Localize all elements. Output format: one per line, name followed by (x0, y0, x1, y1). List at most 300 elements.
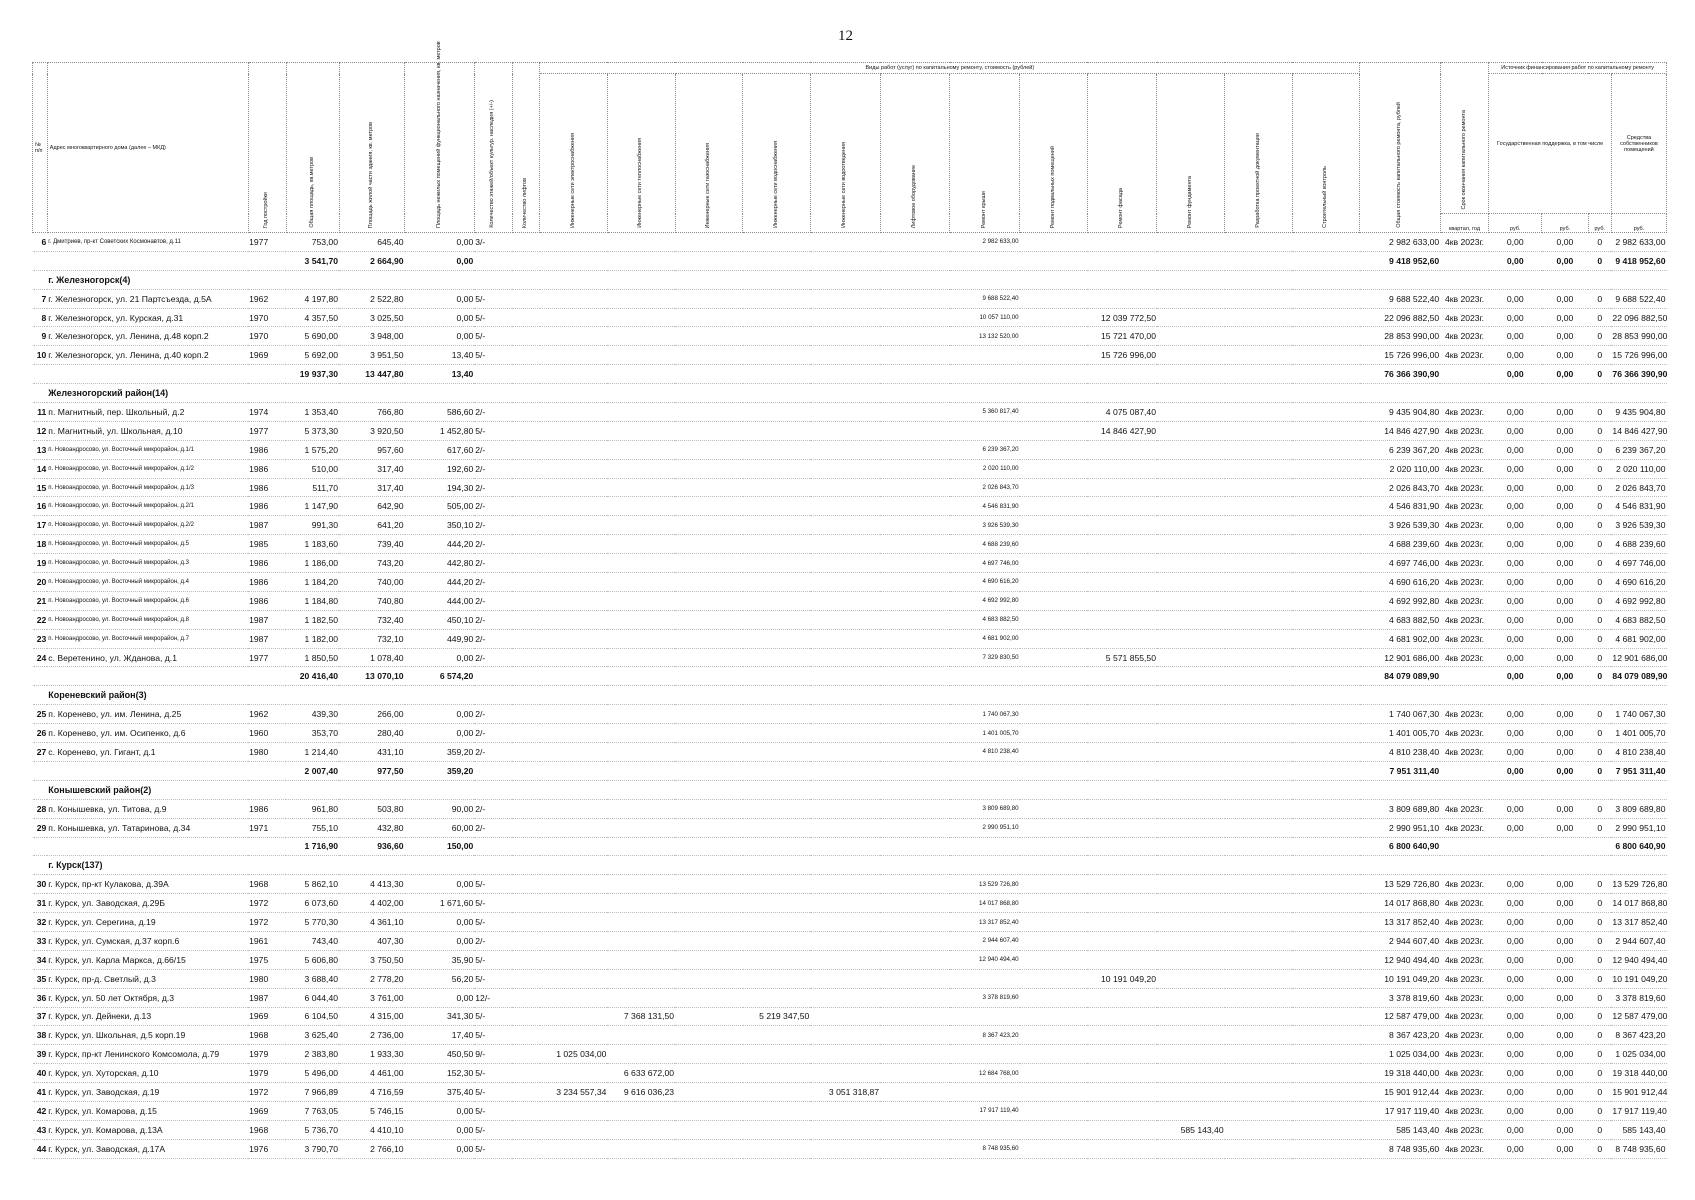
row-work-sewer (810, 913, 880, 932)
row-work-roof: 13 529 726,80 (950, 875, 1020, 894)
cell-empty (880, 667, 950, 686)
row-fund: 0,00 (1489, 440, 1542, 459)
row-address: п. Новоандросово, ул. Восточный микрорайон, д.8 (47, 610, 248, 629)
row-work-facade (1087, 440, 1157, 459)
row-nonres-area: 375,40 (405, 1083, 475, 1102)
row-work-supervision (1292, 346, 1360, 365)
row-work-facade: 12 039 772,50 (1087, 308, 1157, 327)
row-work-basement (1020, 950, 1088, 969)
row-year: 1977 (248, 233, 286, 252)
row-fund: 0,00 (1489, 346, 1542, 365)
cell-empty (810, 667, 880, 686)
row-fund: 0,00 (1489, 894, 1542, 913)
row-work-basement (1020, 1007, 1088, 1026)
row-address: г. Курск, ул. Заводская, д.17А (47, 1139, 248, 1158)
row-work-supervision (1292, 478, 1360, 497)
row-work-sewer (810, 440, 880, 459)
row-work-gas (675, 516, 743, 535)
row-municipal: 0 (1588, 1045, 1611, 1064)
row-municipal: 0 (1588, 478, 1611, 497)
cell-empty (880, 365, 950, 384)
row-floors: 3/- (474, 233, 512, 252)
row-number: 22 (33, 610, 48, 629)
row-work-supervision (1292, 648, 1360, 667)
row-work-elec (540, 799, 608, 818)
row-address: г. Железногорск, ул. Курская, д.31 (47, 308, 248, 327)
row-work-water (743, 894, 811, 913)
row-nonres-area: 1 452,80 (405, 421, 475, 440)
row-municipal: 0 (1588, 516, 1611, 535)
cell-empty (1225, 761, 1293, 780)
row-regional: 0,00 (1542, 289, 1589, 308)
row-lifts (512, 931, 539, 950)
row-owners: 14 846 427,90 (1611, 421, 1666, 440)
table-row (33, 535, 1667, 554)
row-work-elec (540, 573, 608, 592)
row-regional: 0,00 (1542, 724, 1589, 743)
subtotal-total-cost: 84 079 089,90 (1360, 667, 1440, 686)
row-living-area: 2 736,00 (339, 1026, 405, 1045)
row-period: 4кв 2023г. (1440, 1045, 1489, 1064)
row-fund: 0,00 (1489, 705, 1542, 724)
row-nonres-area: 17,40 (405, 1026, 475, 1045)
cell-empty (810, 365, 880, 384)
row-total-area: 961,80 (286, 799, 339, 818)
subtotal-total-area: 19 937,30 (286, 365, 339, 384)
row-work-supervision (1292, 629, 1360, 648)
header-lifts: Количество лифтов (512, 63, 539, 233)
row-fund: 0,00 (1489, 799, 1542, 818)
row-work-elec (540, 289, 608, 308)
row-regional: 0,00 (1542, 950, 1589, 969)
row-nonres-area: 0,00 (405, 1120, 475, 1139)
row-work-basement (1020, 1045, 1088, 1064)
row-year: 1975 (248, 950, 286, 969)
row-regional: 0,00 (1542, 459, 1589, 478)
row-floors: 5/- (474, 346, 512, 365)
row-work-facade (1087, 573, 1157, 592)
row-address: г. Курск, ул. Серегина, д.19 (47, 913, 248, 932)
row-work-design (1225, 724, 1293, 743)
cell-empty (1087, 365, 1157, 384)
row-owners: 13 317 852,40 (1611, 913, 1666, 932)
row-year: 1980 (248, 743, 286, 762)
row-floors: 2/- (474, 743, 512, 762)
row-work-lift (880, 913, 950, 932)
table-row (33, 591, 1667, 610)
row-work-supervision (1292, 1026, 1360, 1045)
cell-empty (675, 837, 743, 856)
row-regional: 0,00 (1542, 1045, 1589, 1064)
row-work-roof: 4 683 882,50 (950, 610, 1020, 629)
row-number: 16 (33, 497, 48, 516)
row-work-roof: 2 982 633,00 (950, 233, 1020, 252)
row-work-lift (880, 950, 950, 969)
subtotal-fund: 0,00 (1489, 761, 1542, 780)
row-address: с. Коренево, ул. Гигант, д.1 (47, 743, 248, 762)
cell-empty (950, 251, 1020, 270)
row-floors: 2/- (474, 554, 512, 573)
row-work-basement (1020, 403, 1088, 422)
row-work-design (1225, 535, 1293, 554)
row-work-roof: 4 810 238,40 (950, 743, 1020, 762)
row-work-basement (1020, 875, 1088, 894)
row-work-roof (950, 1045, 1020, 1064)
row-nonres-area: 1 671,60 (405, 894, 475, 913)
row-work-foundation (1157, 818, 1225, 837)
row-work-basement (1020, 1120, 1088, 1139)
row-fund: 0,00 (1489, 573, 1542, 592)
row-work-facade: 5 571 855,50 (1087, 648, 1157, 667)
row-municipal: 0 (1588, 535, 1611, 554)
row-municipal: 0 (1588, 648, 1611, 667)
row-work-roof: 4 697 746,00 (950, 554, 1020, 573)
row-period: 4кв 2023г. (1440, 497, 1489, 516)
row-number: 29 (33, 818, 48, 837)
row-work-elec (540, 308, 608, 327)
header-regional: руб. (1542, 214, 1589, 233)
row-total-cost: 4 688 239,60 (1360, 535, 1440, 554)
row-work-water (743, 233, 811, 252)
row-year: 1986 (248, 554, 286, 573)
row-work-basement (1020, 516, 1088, 535)
group-spacer (33, 780, 48, 799)
row-work-heat (607, 478, 675, 497)
subtotal-row (33, 667, 1667, 686)
row-period: 4кв 2023г. (1440, 478, 1489, 497)
row-work-supervision (1292, 403, 1360, 422)
group-label: г. Железногорск(4) (47, 270, 1666, 289)
row-number: 27 (33, 743, 48, 762)
subtotal-regional: 0,00 (1542, 761, 1589, 780)
row-number: 38 (33, 1026, 48, 1045)
row-municipal: 0 (1588, 894, 1611, 913)
row-owners: 4 692 992,80 (1611, 591, 1666, 610)
row-owners: 22 096 882,50 (1611, 308, 1666, 327)
row-work-heat (607, 1026, 675, 1045)
cell-empty (540, 837, 608, 856)
row-address: г. Курск, пр-д. Светлый, д.3 (47, 969, 248, 988)
row-work-water (743, 1064, 811, 1083)
row-work-heat (607, 610, 675, 629)
row-year: 1987 (248, 516, 286, 535)
row-work-foundation (1157, 1139, 1225, 1158)
row-work-lift (880, 233, 950, 252)
cell-empty (1157, 837, 1225, 856)
row-work-roof: 9 688 522,40 (950, 289, 1020, 308)
cell-empty (1225, 667, 1293, 686)
cell-empty (607, 761, 675, 780)
cell-empty (248, 837, 286, 856)
row-number: 41 (33, 1083, 48, 1102)
row-work-elec (540, 478, 608, 497)
row-period: 4кв 2023г. (1440, 403, 1489, 422)
row-work-foundation (1157, 289, 1225, 308)
row-regional: 0,00 (1542, 705, 1589, 724)
subtotal-municipal: 0 (1588, 761, 1611, 780)
table-row (33, 1083, 1667, 1102)
row-year: 1971 (248, 818, 286, 837)
cell-empty (540, 365, 608, 384)
row-work-roof: 3 809 689,80 (950, 799, 1020, 818)
row-work-heat (607, 403, 675, 422)
row-work-elec (540, 705, 608, 724)
row-work-elec (540, 459, 608, 478)
row-work-lift (880, 1007, 950, 1026)
row-total-area: 4 357,50 (286, 308, 339, 327)
row-work-roof (950, 1120, 1020, 1139)
row-total-area: 510,00 (286, 459, 339, 478)
row-municipal: 0 (1588, 591, 1611, 610)
table-row (33, 743, 1667, 762)
row-work-heat (607, 969, 675, 988)
row-lifts (512, 478, 539, 497)
row-work-facade (1087, 554, 1157, 573)
row-work-heat (607, 421, 675, 440)
row-floors: 9/- (474, 1045, 512, 1064)
header-living-area: Площадь жилой части здания, кв. метров (339, 63, 405, 233)
row-floors: 5/- (474, 913, 512, 932)
row-work-water (743, 573, 811, 592)
row-regional: 0,00 (1542, 648, 1589, 667)
row-lifts (512, 724, 539, 743)
row-living-area: 766,80 (339, 403, 405, 422)
row-work-roof: 10 057 110,00 (950, 308, 1020, 327)
row-work-elec (540, 894, 608, 913)
row-work-heat (607, 913, 675, 932)
row-number: 31 (33, 894, 48, 913)
row-work-water (743, 1026, 811, 1045)
table-row (33, 346, 1667, 365)
row-work-basement (1020, 554, 1088, 573)
row-municipal: 0 (1588, 1120, 1611, 1139)
row-work-heat (607, 648, 675, 667)
subtotal-nonres-area: 13,40 (405, 365, 475, 384)
row-total-cost: 2 026 843,70 (1360, 478, 1440, 497)
row-number: 10 (33, 346, 48, 365)
row-work-gas (675, 573, 743, 592)
row-work-supervision (1292, 554, 1360, 573)
row-regional: 0,00 (1542, 988, 1589, 1007)
row-work-gas (675, 648, 743, 667)
row-work-elec (540, 535, 608, 554)
row-work-roof: 5 360 817,40 (950, 403, 1020, 422)
row-work-water (743, 610, 811, 629)
row-work-water (743, 1101, 811, 1120)
row-work-foundation (1157, 1026, 1225, 1045)
row-living-area: 3 750,50 (339, 950, 405, 969)
cell-empty (607, 365, 675, 384)
row-work-supervision (1292, 875, 1360, 894)
cell-empty (47, 837, 248, 856)
row-period: 4кв 2023г. (1440, 1120, 1489, 1139)
row-lifts (512, 1139, 539, 1158)
row-work-water (743, 308, 811, 327)
row-work-sewer (810, 289, 880, 308)
row-floors: 5/- (474, 327, 512, 346)
row-work-roof (950, 969, 1020, 988)
subtotal-living-area: 13 070,10 (339, 667, 405, 686)
row-work-foundation (1157, 1101, 1225, 1120)
row-municipal: 0 (1588, 459, 1611, 478)
row-work-facade (1087, 705, 1157, 724)
row-work-gas (675, 931, 743, 950)
table-row (33, 421, 1667, 440)
row-work-foundation (1157, 743, 1225, 762)
row-year: 1970 (248, 327, 286, 346)
row-work-facade (1087, 950, 1157, 969)
row-living-area: 739,40 (339, 535, 405, 554)
row-work-foundation (1157, 440, 1225, 459)
row-work-lift (880, 289, 950, 308)
row-work-roof: 4 688 239,60 (950, 535, 1020, 554)
row-year: 1972 (248, 913, 286, 932)
row-total-area: 2 383,80 (286, 1045, 339, 1064)
row-fund: 0,00 (1489, 403, 1542, 422)
row-work-facade (1087, 1045, 1157, 1064)
subtotal-row (33, 761, 1667, 780)
subtotal-owners: 9 418 952,60 (1611, 251, 1666, 270)
row-nonres-area: 442,80 (405, 554, 475, 573)
cell-empty (1020, 251, 1088, 270)
row-work-foundation (1157, 308, 1225, 327)
cell-empty (474, 365, 512, 384)
row-work-heat (607, 629, 675, 648)
row-work-roof: 8 367 423,20 (950, 1026, 1020, 1045)
row-work-elec (540, 610, 608, 629)
row-work-heat (607, 516, 675, 535)
row-work-facade (1087, 1139, 1157, 1158)
table-row (33, 629, 1667, 648)
row-work-sewer (810, 818, 880, 837)
row-fund: 0,00 (1489, 535, 1542, 554)
row-work-gas (675, 308, 743, 327)
row-floors: 2/- (474, 724, 512, 743)
row-work-roof: 13 132 520,00 (950, 327, 1020, 346)
cell-empty (540, 667, 608, 686)
row-total-cost: 12 901 686,00 (1360, 648, 1440, 667)
row-work-facade: 4 075 087,40 (1087, 403, 1157, 422)
row-work-water: 5 219 347,50 (743, 1007, 811, 1026)
cell-empty (512, 837, 539, 856)
row-work-gas (675, 610, 743, 629)
cell-empty (1020, 365, 1088, 384)
row-lifts (512, 799, 539, 818)
row-work-heat (607, 799, 675, 818)
row-living-area: 4 315,00 (339, 1007, 405, 1026)
row-regional: 0,00 (1542, 799, 1589, 818)
table-row (33, 610, 1667, 629)
row-work-design (1225, 1101, 1293, 1120)
cell-empty (1087, 251, 1157, 270)
cell-empty (33, 251, 48, 270)
row-work-lift (880, 478, 950, 497)
cell-empty (743, 761, 811, 780)
row-work-sewer (810, 875, 880, 894)
row-work-sewer (810, 233, 880, 252)
row-nonres-area: 0,00 (405, 1139, 475, 1158)
row-address: п. Новоандросово, ул. Восточный микрорайон, д.1/1 (47, 440, 248, 459)
row-work-foundation (1157, 403, 1225, 422)
row-work-heat (607, 440, 675, 459)
cell-empty (675, 251, 743, 270)
row-work-sewer (810, 497, 880, 516)
row-nonres-area: 449,90 (405, 629, 475, 648)
row-work-facade (1087, 1064, 1157, 1083)
subtotal-living-area: 13 447,80 (339, 365, 405, 384)
row-living-area: 5 746,15 (339, 1101, 405, 1120)
row-floors: 2/- (474, 799, 512, 818)
row-work-elec (540, 1026, 608, 1045)
row-work-heat (607, 988, 675, 1007)
row-work-sewer (810, 950, 880, 969)
cell-empty (675, 667, 743, 686)
row-address: п. Новоандросово, ул. Восточный микрорайон, д.1/3 (47, 478, 248, 497)
row-work-roof: 3 926 539,30 (950, 516, 1020, 535)
row-work-lift (880, 1139, 950, 1158)
row-work-lift (880, 346, 950, 365)
row-total-cost: 4 683 882,50 (1360, 610, 1440, 629)
row-work-elec (540, 724, 608, 743)
row-work-elec (540, 950, 608, 969)
row-lifts (512, 233, 539, 252)
row-fund: 0,00 (1489, 950, 1542, 969)
row-period: 4кв 2023г. (1440, 1083, 1489, 1102)
header-funding-group: Источник финансирования работ по капитальному ремонту (1489, 63, 1667, 74)
header-owners-unit: руб. (1611, 214, 1666, 233)
row-work-elec (540, 629, 608, 648)
row-work-supervision (1292, 497, 1360, 516)
header-owners: Средства собственников помещений (1611, 74, 1666, 214)
row-municipal: 0 (1588, 1064, 1611, 1083)
row-total-cost: 19 318 440,00 (1360, 1064, 1440, 1083)
row-work-heat (607, 308, 675, 327)
row-period: 4кв 2023г. (1440, 440, 1489, 459)
row-owners: 585 143,40 (1611, 1120, 1666, 1139)
row-total-area: 1 850,50 (286, 648, 339, 667)
row-nonres-area: 341,30 (405, 1007, 475, 1026)
row-owners: 2 026 843,70 (1611, 478, 1666, 497)
row-work-lift (880, 1045, 950, 1064)
row-work-gas (675, 988, 743, 1007)
row-period: 4кв 2023г. (1440, 969, 1489, 988)
row-municipal: 0 (1588, 875, 1611, 894)
row-work-sewer (810, 403, 880, 422)
row-work-basement (1020, 1026, 1088, 1045)
row-number: 40 (33, 1064, 48, 1083)
row-total-cost: 8 748 935,60 (1360, 1139, 1440, 1158)
subtotal-municipal: 0 (1588, 251, 1611, 270)
cell-empty (1440, 761, 1489, 780)
row-number: 44 (33, 1139, 48, 1158)
row-work-gas (675, 327, 743, 346)
row-total-cost: 4 546 831,90 (1360, 497, 1440, 516)
row-work-roof: 1 740 067,30 (950, 705, 1020, 724)
row-work-design (1225, 459, 1293, 478)
row-work-basement (1020, 289, 1088, 308)
row-work-water (743, 497, 811, 516)
table-row (33, 648, 1667, 667)
row-work-facade (1087, 497, 1157, 516)
row-work-basement (1020, 1083, 1088, 1102)
row-lifts (512, 894, 539, 913)
row-lifts (512, 1064, 539, 1083)
row-nonres-area: 450,10 (405, 610, 475, 629)
row-year: 1986 (248, 591, 286, 610)
cell-empty (1087, 667, 1157, 686)
table-row (33, 1007, 1667, 1026)
row-period: 4кв 2023г. (1440, 931, 1489, 950)
